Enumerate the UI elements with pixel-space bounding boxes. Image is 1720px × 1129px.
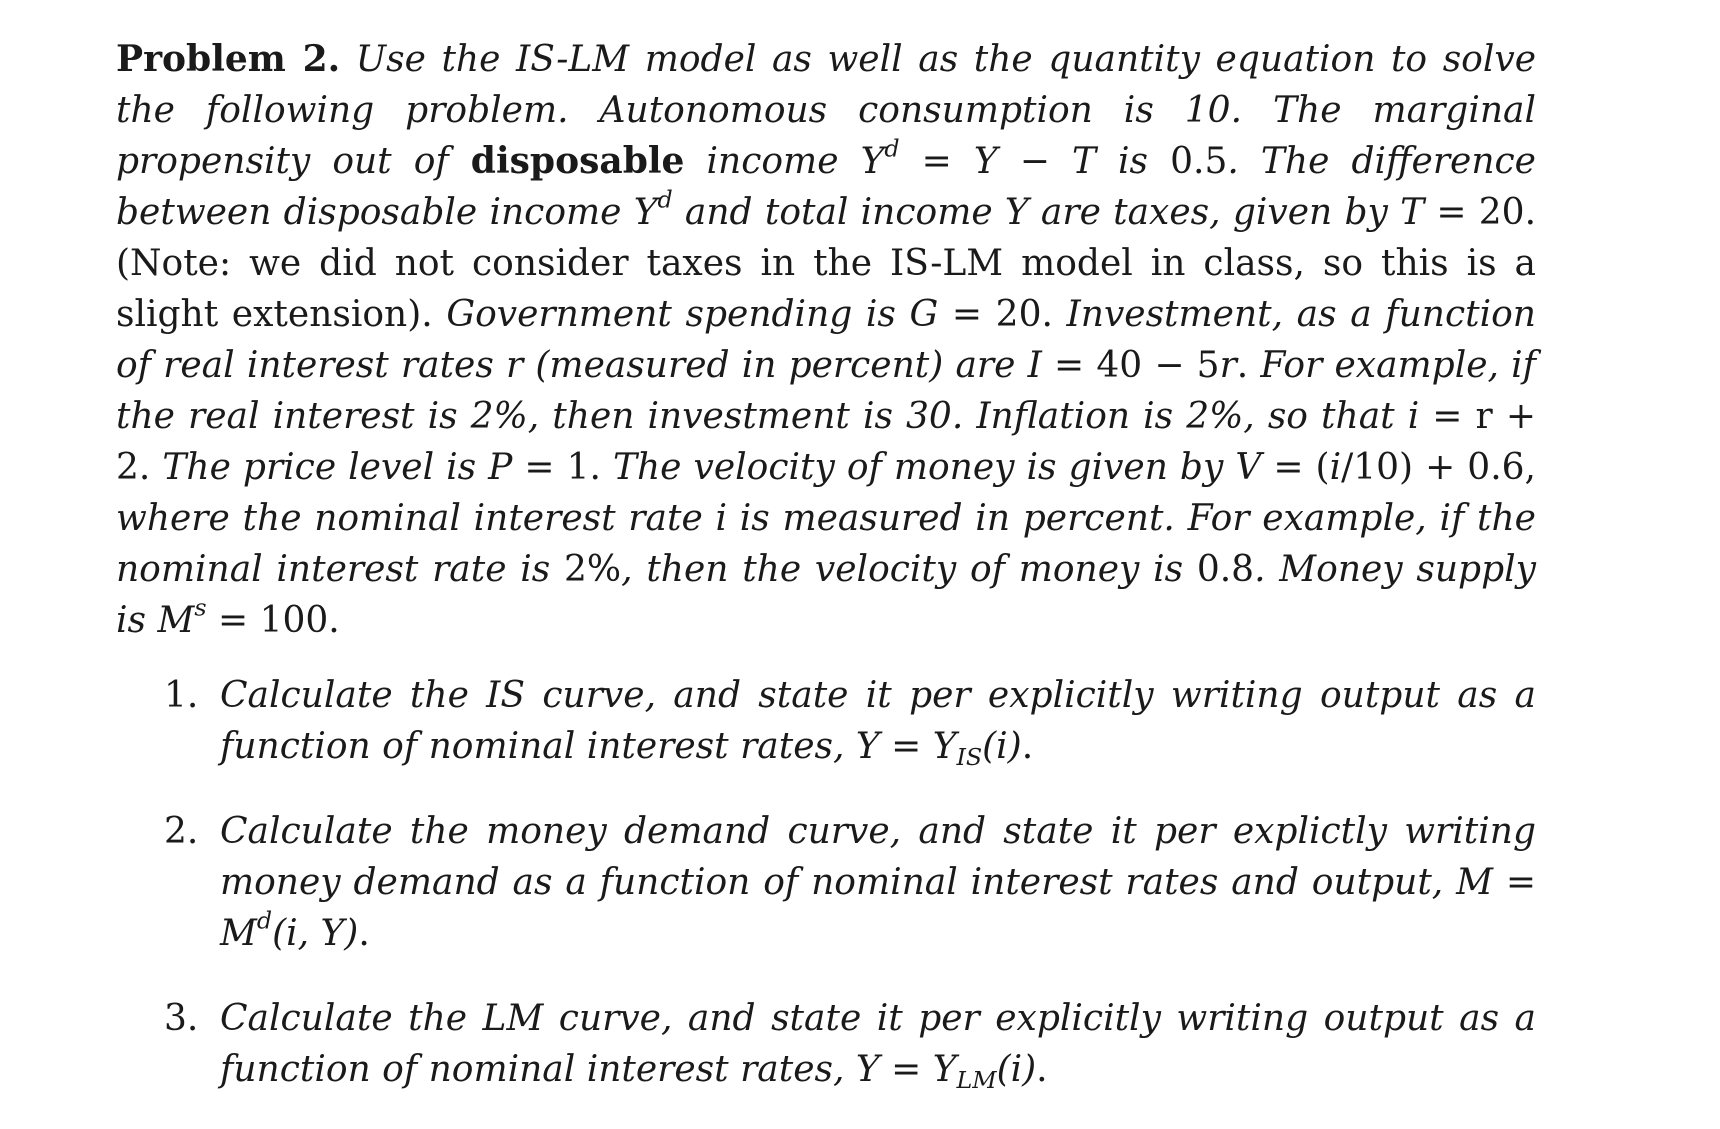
list-item: 2. Calculate the money demand curve, and state it per explictly writing money demand as a function of nominal interest rates and output, $M = M^d(i$, Y). xyxy=(116,806,1536,959)
list-item: 1. Calculate the IS curve, and state it per explicitly writing output as a function of nominal interest rates, $Y = Y_{IS}(i)$. xyxy=(116,670,1536,772)
list-item-number: 2. xyxy=(164,811,199,852)
list-item-number: 1. xyxy=(164,675,199,716)
bold-word: disposable xyxy=(470,140,685,182)
problem-statement: Problem 2. Use the IS-LM model as well as the quantity equation to solve the following problem. Autonomous consumption is 10. The marginal propensity out of disposable income $Y^d = Y - T$ is 0.5. The difference between disposable income $Y^d$ and total income Y are taxes, given by T = 20. (Note: we did not consider taxes in the IS-LM model in class, so this is a slight extension). Government spending is G = 20. Investment, as a function of real interest rates r (measured in percent) are I = 40 − 5r. For example, if the real interest is 2%, then investment is 30. Inflation is 2%, so that i = r + 2. The price level is P = 1. The velocity of money is given by V = (i/10) + 0.6, where the nominal interest rate i is measured in percent. For example, if the nominal interest rate is 2%, then the velocity of money is 0.8. Money supply is $M^s = 100$. xyxy=(116,38,1537,641)
list-item-number: 3. xyxy=(164,998,199,1039)
list-item: 3. Calculate the LM curve, and state it per explicitly writing output as a function of nominal interest rates, $Y = Y_{LM}(i)$. xyxy=(116,993,1536,1095)
document-page xyxy=(116,34,1536,1129)
task-list xyxy=(116,670,1536,1095)
problem-label: Problem 2. xyxy=(116,38,341,80)
